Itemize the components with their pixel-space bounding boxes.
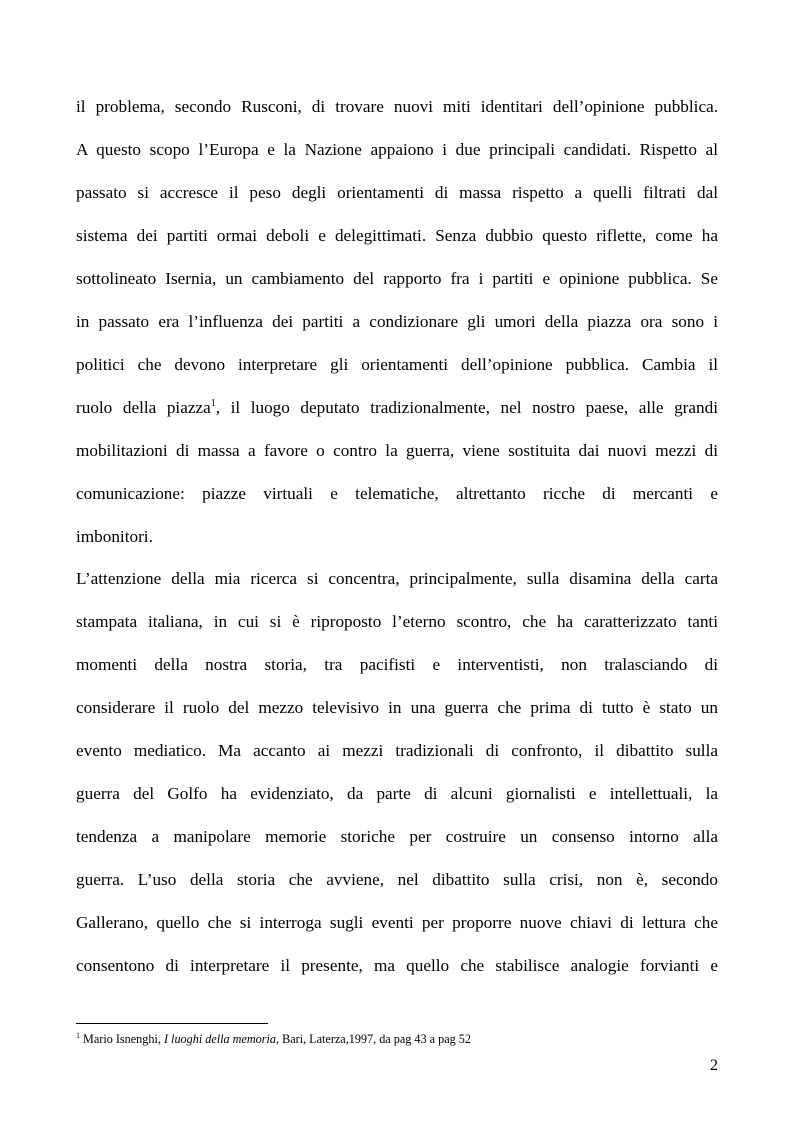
footnote-title: I luoghi della memoria — [163, 1032, 276, 1046]
body-line: in passato era l’influenza dei partiti a condizionare gli umori della piazza ora sono i — [76, 312, 718, 331]
body-line: L’attenzione della mia ricerca si concentra, principalmente, sulla disamina della carta — [76, 569, 718, 588]
body-line: A questo scopo l’Europa e la Nazione appaiono i due principali candidati. Rispetto al — [76, 140, 718, 159]
body-line: sistema dei partiti ormai deboli e delegittimati. Senza dubbio questo riflette, come ha — [76, 226, 718, 245]
body-line: comunicazione: piazze virtuali e telematiche, altrettanto ricche di mercanti e — [76, 484, 718, 503]
footnote-details: , Bari, Laterza,1997, da pag 43 a pag 52 — [276, 1032, 471, 1046]
footnote-reference[interactable]: 1 — [210, 398, 216, 409]
footnote — [76, 1031, 471, 1047]
body-line: considerare il ruolo del mezzo televisivo in una guerra che prima di tutto è stato un — [76, 698, 718, 717]
paragraph-last-line: imbonitori. — [76, 527, 153, 546]
body-line: il problema, secondo Rusconi, di trovare nuovi miti identitari dell’opinione pubblica. — [76, 97, 718, 116]
body-line: passato si accresce il peso degli orientamenti di massa rispetto a quelli filtrati dal — [76, 183, 718, 202]
body-line: guerra. L’uso della storia che avviene, nel dibattito sulla crisi, non è, secondo — [76, 870, 718, 889]
body-line-with-footnote-ref — [76, 398, 718, 418]
body-line: consentono di interpretare il presente, ma quello che stabilisce analogie forvianti e — [76, 956, 718, 975]
page-number: 2 — [710, 1057, 718, 1074]
body-line: tendenza a manipolare memorie storiche per costruire un consenso intorno alla — [76, 827, 718, 846]
line-text-after: , il luogo deputato tradizionalmente, nel nostro paese, alle grandi — [215, 398, 718, 417]
line-text-before: ruolo della piazza — [76, 398, 211, 417]
body-line: mobilitazioni di massa a favore o contro la guerra, viene sostituita dai nuovi mezzi di — [76, 441, 718, 460]
body-line: politici che devono interpretare gli orientamenti dell’opinione pubblica. Cambia il — [76, 355, 718, 374]
footnote-author: Mario Isnenghi, — [80, 1032, 164, 1046]
footnote-number: 1 — [76, 1031, 80, 1040]
body-line: stampata italiana, in cui si è riproposto l’eterno scontro, che ha caratterizzato tanti — [76, 612, 718, 631]
body-line: evento mediatico. Ma accanto ai mezzi tradizionali di confronto, il dibattito sulla — [76, 741, 718, 760]
footnote-separator — [76, 1023, 268, 1024]
body-line: momenti della nostra storia, tra pacifisti e interventisti, non tralasciando di — [76, 655, 718, 674]
body-line: sottolineato Isernia, un cambiamento del rapporto fra i partiti e opinione pubblica. Se — [76, 269, 718, 288]
body-line: guerra del Golfo ha evidenziato, da parte di alcuni giornalisti e intellettuali, la — [76, 784, 718, 803]
body-line: Gallerano, quello che si interroga sugli eventi per proporre nuove chiavi di lettura che — [76, 913, 718, 932]
